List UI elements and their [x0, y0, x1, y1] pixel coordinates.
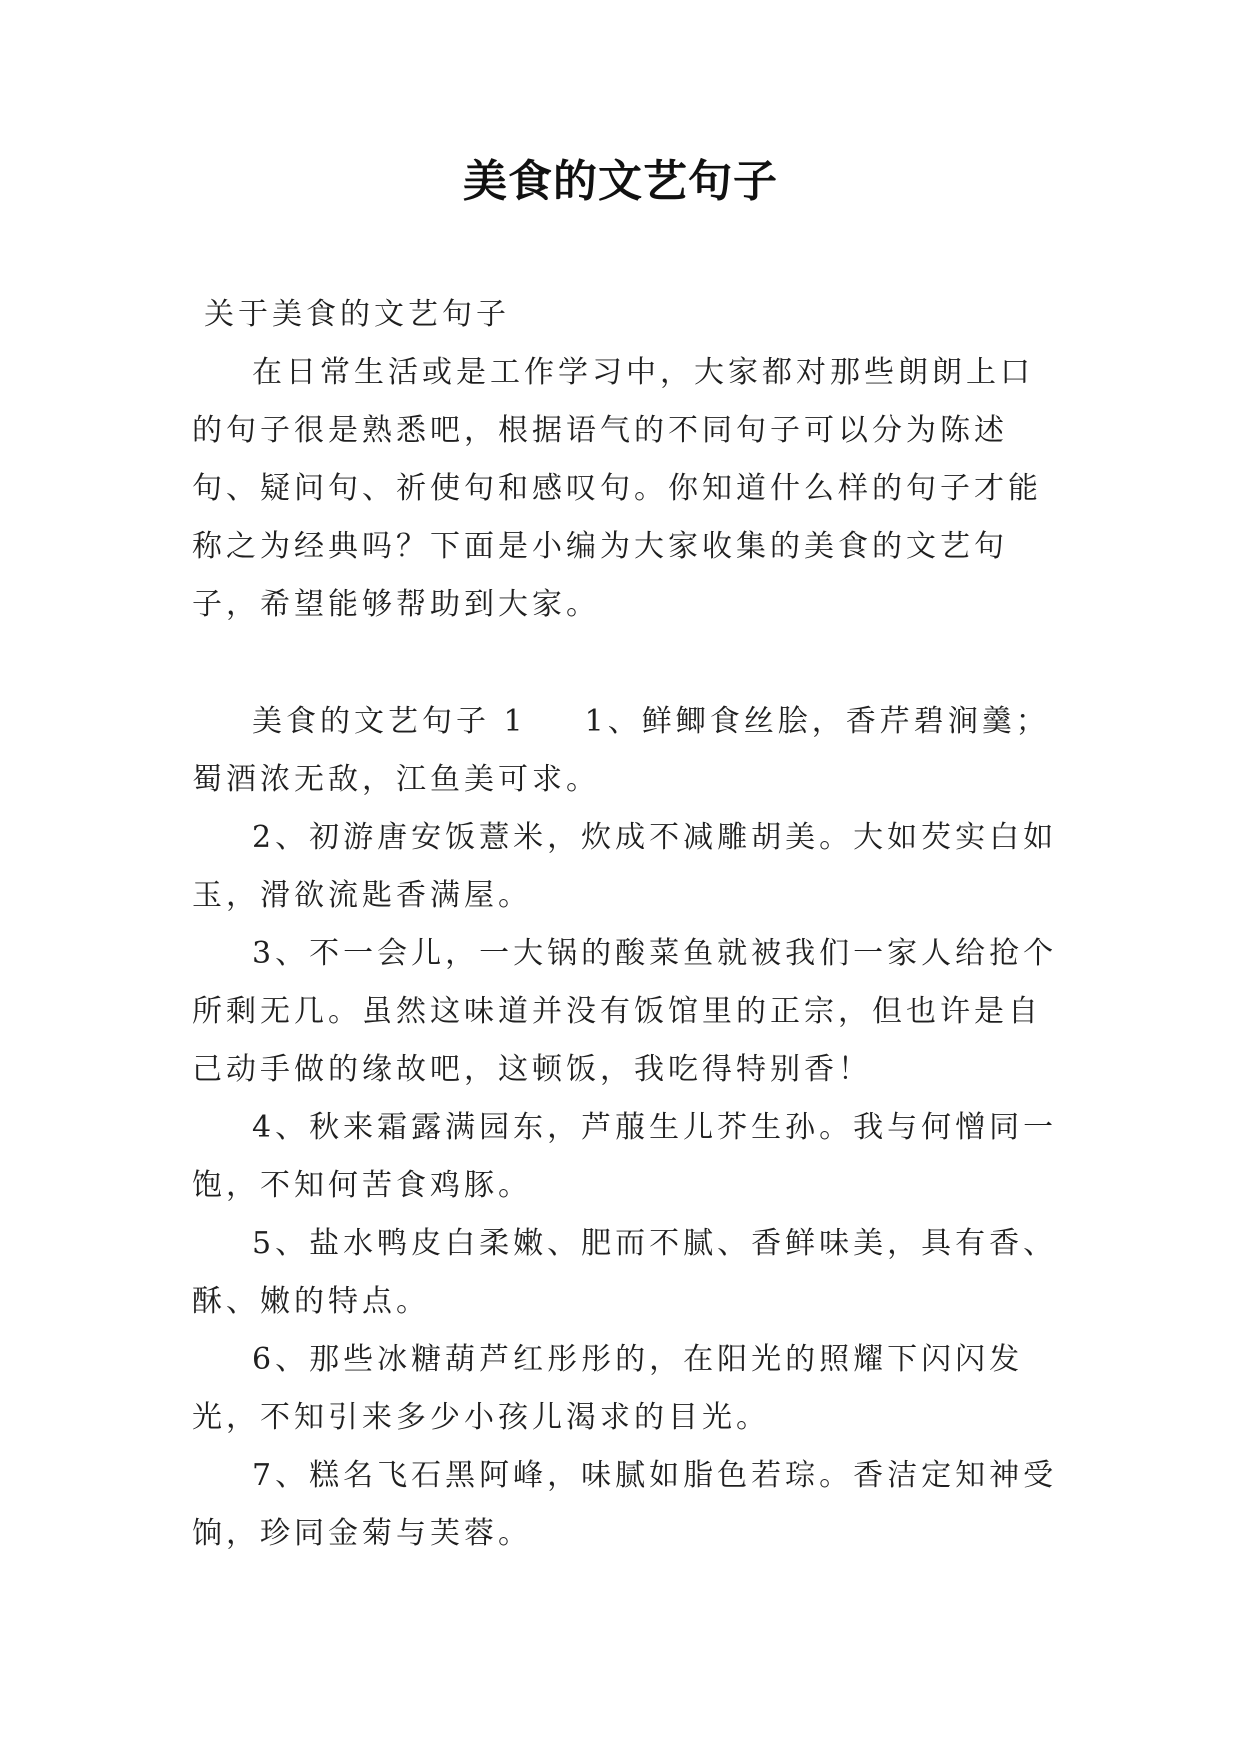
list-item: 6、那些冰糖葫芦红彤彤的，在阳光的照耀下闪闪发光，不知引来多少小孩儿渴求的目光。 [192, 1342, 1024, 1435]
intro-paragraph: 在日常生活或是工作学习中，大家都对那些朗朗上口的句子很是熟悉吧，根据语气的不同句子可以分为陈述句、疑问句、祈使句和感叹句。你知道什么样的句子才能称之为经典吗？下面是小编为大家收集的美食的文艺句子，希望能够帮助到大家。 [192, 355, 1042, 622]
section-heading: 美食的文艺句子 1 [252, 704, 527, 739]
document-subtitle: 关于美食的文艺句子 [204, 297, 510, 332]
intro-section [192, 344, 1062, 634]
document-title: 美食的文艺句子 [463, 156, 778, 207]
list-item: 2、初游唐安饭薏米，炊成不减雕胡美。大如芡实白如玉，滑欲流匙香满屋。 [192, 820, 1058, 913]
list-item: 7、糕名飞石黑阿峰，味腻如脂色若琮。香洁定知神受饷，珍同金菊与芙蓉。 [192, 1458, 1058, 1551]
sentence-list [192, 693, 1062, 1563]
list-item [192, 693, 1062, 809]
list-item: 3、不一会儿，一大锅的酸菜鱼就被我们一家人给抢个所剩无几。虽然这味道并没有饭馆里的正宗，但也许是自己动手做的缘故吧，这顿饭，我吃得特别香！ [192, 936, 1058, 1087]
list-item: 4、秋来霜露满园东，芦菔生儿芥生孙。我与何憎同一饱，不知何苦食鸡豚。 [192, 1110, 1058, 1203]
list-item: 5、盐水鸭皮白柔嫩、肥而不腻、香鲜味美，具有香、酥、嫩的特点。 [192, 1226, 1058, 1319]
item-text: 1、鲜鲫食丝脍，香芹碧涧羹；蜀酒浓无敌，江鱼美可求。 [192, 704, 1050, 797]
